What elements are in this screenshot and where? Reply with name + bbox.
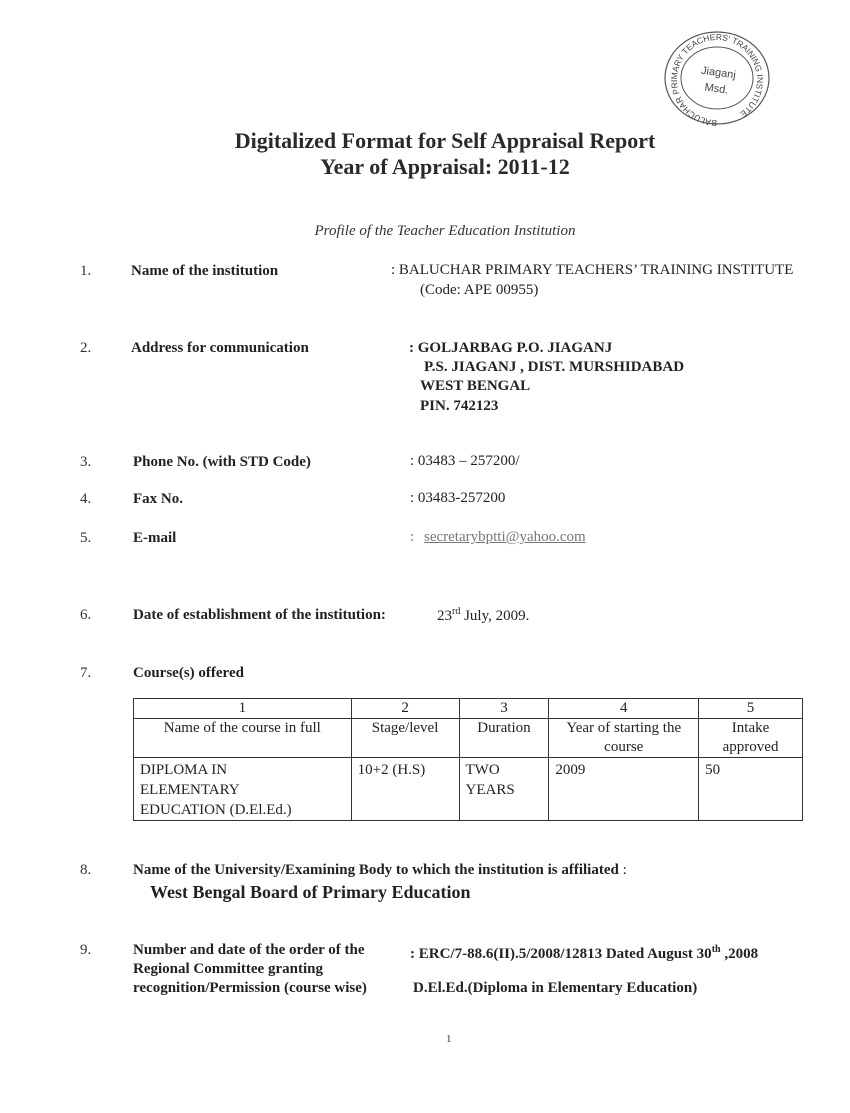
item-number: 6. — [80, 607, 92, 623]
affiliating-body: West Bengal Board of Primary Education — [150, 882, 471, 902]
svg-text:Jiaganj: Jiaganj — [700, 64, 737, 82]
column-number: 4 — [549, 699, 699, 719]
duration-cell: TWO YEARS — [459, 758, 549, 821]
svg-text:BALUCHAR PRIMARY TEACHERS' TRA: BALUCHAR PRIMARY TEACHERS' TRAINING INSTITUTE — [668, 31, 766, 128]
field-label-affiliation: Name of the University/Examining Body to which the institution is affiliated : — [133, 862, 627, 878]
item-number: 7. — [80, 665, 92, 681]
establishment-date: 23rd July, 2009. — [437, 606, 530, 624]
recognition-course: D.El.Ed.(Diploma in Elementary Education) — [413, 980, 698, 996]
intake-cell: 50 — [699, 758, 803, 821]
field-label-address: Address for communication — [131, 340, 309, 356]
item-number: 4. — [80, 491, 92, 507]
item-number: 2. — [80, 340, 92, 356]
table-row — [134, 758, 803, 821]
column-header: Stage/level — [351, 719, 459, 758]
field-label-recognition: Regional Committee granting — [133, 961, 323, 977]
year-cell: 2009 — [549, 758, 699, 821]
recognition-order: : ERC/7-88.6(II).5/2008/12813 Dated August 30th ,2008 — [410, 944, 759, 962]
svg-text:Msd.: Msd. — [703, 81, 730, 97]
phone-number: : 03483 – 257200/ — [410, 453, 520, 469]
column-number-row — [134, 699, 803, 719]
courses-table — [133, 698, 803, 821]
course-name-cell: DIPLOMA IN ELEMENTARY EDUCATION (D.El.Ed.) — [134, 758, 352, 821]
report-year: Year of Appraisal: 2011-12 — [320, 154, 570, 179]
page-number: 1 — [446, 1033, 452, 1045]
email-colon: : — [410, 529, 415, 545]
address-line: PIN. 742123 — [420, 398, 499, 414]
column-number: 1 — [134, 699, 352, 719]
column-header: Duration — [459, 719, 549, 758]
item-number: 8. — [80, 862, 92, 878]
item-number: 1. — [80, 263, 92, 279]
address-line: : GOLJARBAG P.O. JIAGANJ — [409, 340, 613, 356]
institution-code: (Code: APE 00955) — [420, 282, 539, 298]
field-label-email: E-mail — [133, 530, 177, 546]
field-label-courses: Course(s) offered — [133, 665, 244, 681]
field-label-recognition: recognition/Permission (course wise) — [133, 980, 367, 996]
address-line: P.S. JIAGANJ , DIST. MURSHIDABAD — [424, 359, 685, 375]
field-label-phone: Phone No. (with STD Code) — [133, 454, 311, 470]
column-header: Year of starting the course — [549, 719, 699, 758]
field-label-institution: Name of the institution — [131, 263, 279, 279]
fax-number: : 03483-257200 — [410, 490, 506, 506]
stage-cell: 10+2 (H.S) — [351, 758, 459, 821]
column-header: Intake approved — [699, 719, 803, 758]
column-header: Name of the course in full — [134, 719, 352, 758]
address-line: WEST BENGAL — [420, 378, 531, 394]
column-header-row — [134, 719, 803, 758]
column-number: 2 — [351, 699, 459, 719]
institute-seal — [662, 30, 772, 128]
column-number: 5 — [699, 699, 803, 719]
field-label-establishment: Date of establishment of the institution: — [133, 607, 386, 623]
report-title: Digitalized Format for Self Appraisal Report — [234, 128, 656, 153]
institution-name: : BALUCHAR PRIMARY TEACHERS’ TRAINING INSTITUTE — [391, 262, 794, 278]
item-number: 9. — [80, 942, 92, 958]
item-number: 5. — [80, 530, 92, 546]
column-number: 3 — [459, 699, 549, 719]
field-label-recognition: Number and date of the order of the — [133, 942, 365, 958]
section-heading: Profile of the Teacher Education Institution — [314, 223, 576, 239]
email-link[interactable]: secretarybptti@yahoo.com — [424, 529, 586, 545]
field-label-fax: Fax No. — [133, 491, 183, 507]
item-number: 3. — [80, 454, 92, 470]
